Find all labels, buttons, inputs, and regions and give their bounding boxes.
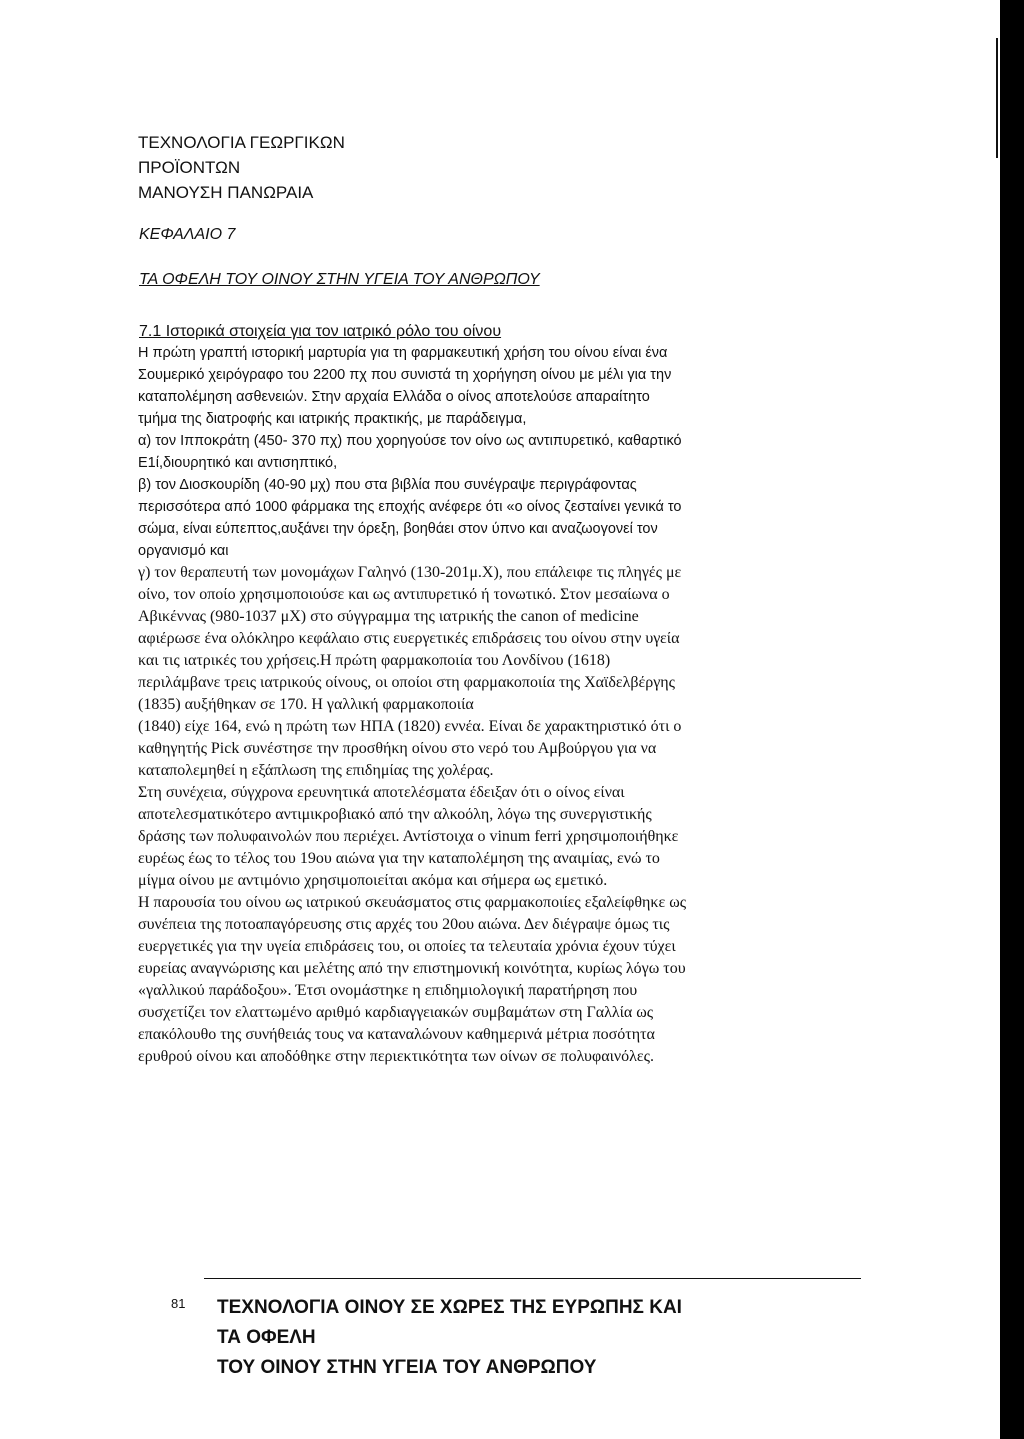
footer-line-2: ΤΑ ΟΦΕΛΗ	[217, 1327, 316, 1348]
body-line: Η πρώτη γραπτή ιστορική μαρτυρία για τη φαρμακευτική χρήση του οίνου είναι ένα	[138, 345, 668, 361]
body-line: δράσης των πολυφαινολών που περιέχει. Αντίστοιχα ο vinum ferri χρησιμοποιήθηκε	[138, 828, 679, 845]
footer-line-3: ΤΟΥ ΟΙΝΟΥ ΣΤΗΝ ΥΓΕΙΑ ΤΟΥ ΑΝΘΡΩΠΟΥ	[217, 1357, 597, 1378]
body-line: καταπολεμηθεί η εξάπλωση της επιδημίας της χολέρας.	[138, 762, 494, 779]
body-line: τμήμα της διατροφής και ιατρικής πρακτικής, με παράδειγμα,	[138, 411, 527, 427]
body-line: συνέπεια της ποτοαπαγόρευσης στις αρχές του 20ου αιώνα. Δεν διέγραψε όμως τις	[138, 916, 670, 933]
document-footer	[217, 1293, 682, 1383]
body-line: β) τον Διοσκουρίδη (40-90 μχ) που στα βιβλία που συνέγραψε περιγράφοντας	[138, 477, 637, 493]
body-line: σώμα, είναι εύπεπτος,αυξάνει την όρεξη, βοηθάει στον ύπνο και αναζωογονεί τον	[138, 521, 658, 537]
header-line-2: ΠΡΟΪΟΝΤΩΝ	[138, 158, 241, 177]
body-line: ευρέως έως το τέλος του 19ου αιώνα για την καταπολέμηση της αναιμίας, ενώ το	[138, 850, 660, 867]
body-line: (1835) αυξήθηκαν σε 170. Η γαλλική φαρμακοποιία	[138, 696, 474, 713]
body-line: «γαλλικού παράδοξου». Έτσι ονομάστηκε η επιδημιολογική παρατήρηση που	[138, 982, 638, 999]
body-line: περισσότερα από 1000 φάρμακα της εποχής ανέφερε ότι «ο οίνος ζεσταίνει γενικά το	[138, 499, 682, 515]
document-header	[138, 130, 345, 205]
body-line: α) τον Ιπποκράτη (450- 370 πχ) που χορηγούσε τον οίνο ως αντιπυρετικό, καθαρτικό	[138, 433, 682, 449]
body-line: καθηγητής Pick συνέστησε την προσθήκη οίνου στο νερό του Αμβούργου για να	[138, 740, 657, 757]
body-line: περιλάμβανε τρεις ιατρικούς οίνους, οι οποίοι στη φαρμακοποιία της Χαϊδελβέργης	[138, 674, 675, 691]
body-line: Ε1ί,διουρητικό και αντισηπτικό,	[138, 455, 338, 471]
footer-divider	[204, 1278, 861, 1279]
body-line: μίγμα οίνου με αντιμόνιο χρησιμοποιείται ακόμα και σήμερα ως εμετικό.	[138, 872, 608, 889]
body-line: ευεργετικές για την υγεία επιδράσεις του, οι οποίες τα τελευταία χρόνια έχουν τύχει	[138, 938, 676, 955]
header-line-1: ΤΕΧΝΟΛΟΓΙΑ ΓΕΩΡΓΙΚΩΝ	[138, 133, 345, 152]
body-line: αποτελεσματικότερο αντιμικροβιακό από την αλκοόλη, λόγω της συνεργιστικής	[138, 806, 652, 823]
body-line: Στη συνέχεια, σύγχρονα ερευνητικά αποτελέσματα έδειξαν ότι ο οίνος είναι	[138, 784, 625, 801]
body-line: γ) τον θεραπευτή των μονομάχων Γαληνό (130-201μ.Χ), που επάλειφε τις πληγές με	[138, 564, 682, 581]
chapter-label: ΚΕΦΑΛΑΙΟ 7	[139, 226, 236, 243]
body-line: (1840) είχε 164, ενώ η πρώτη των ΗΠΑ (1820) εννέα. Είναι δε χαρακτηριστικό ότι ο	[138, 718, 682, 735]
body-line: Σουμερικό χειρόγραφο του 2200 πχ που συνιστά τη χορήγηση οίνου με μέλι για την	[138, 367, 672, 383]
body-line: Η παρουσία του οίνου ως ιατρικού σκευάσματος στις φαρμακοποιίες εξαλείφθηκε ως	[138, 894, 687, 911]
body-line: συσχετίζει τον ελαττωμένο αριθμό καρδιαγγειακών συμβαμάτων στη Γαλλία ως	[138, 1004, 654, 1021]
body-line: Αβικέννας (980-1037 μΧ) στο σύγγραμμα της ιατρικής the canon of medicine	[138, 608, 639, 625]
body-text	[138, 342, 838, 1068]
page-number: 81	[171, 1296, 186, 1311]
body-line: και τις ιατρικές του χρήσεις.Η πρώτη φαρμακοποιία του Λονδίνου (1618)	[138, 652, 611, 669]
body-line: καταπολέμηση ασθενειών. Στην αρχαία Ελλάδα ο οίνος αποτελούσε απαραίτητο	[138, 389, 650, 405]
body-line: ευρείας αναγνώρισης και μελέτης από την επιστημονική κοινότητα, κυρίως λόγω του	[138, 960, 686, 977]
scan-edge-mark	[996, 38, 998, 158]
header-line-3: ΜΑΝΟΥΣΗ ΠΑΝΩΡΑΙΑ	[138, 183, 314, 202]
body-line: ερυθρού οίνου και αποδόθηκε στην περιεκτικότητα των οίνων σε πολυφαινόλες.	[138, 1048, 654, 1065]
body-line: οίνο, τον οποίο χρησιμοποιούσε και ως αντιπυρετικό ή τονωτικό. Στον μεσαίωνα ο	[138, 586, 670, 603]
footer-line-1: ΤΕΧΝΟΛΟΓΙΑ ΟΙΝΟΥ ΣΕ ΧΩΡΕΣ ΤΗΣ ΕΥΡΩΠΗΣ ΚΑΙ	[217, 1297, 682, 1318]
body-line: αφιέρωσε ένα ολόκληρο κεφάλαιο στις ευεργετικές επιδράσεις του οίνου στην υγεία	[138, 630, 680, 647]
chapter-title: ΤΑ ΟΦΕΛΗ ΤΟΥ ΟΙΝΟΥ ΣΤΗΝ ΥΓΕΙΑ ΤΟΥ ΑΝΘΡΩΠΟΥ	[139, 271, 540, 288]
body-line: επακόλουθο της συνήθειάς τους να καταναλώνουν καθημερινά μέτρια ποσότητα	[138, 1026, 655, 1043]
section-heading: 7.1 Ιστορικά στοιχεία για τον ιατρικό ρόλο του οίνου	[139, 323, 502, 340]
body-line: οργανισμό και	[138, 543, 229, 559]
